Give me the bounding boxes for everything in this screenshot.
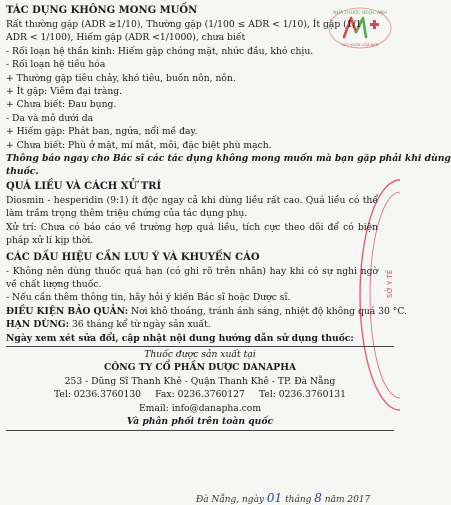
overdose-paragraph: Diosmin - hesperidin (9:1) ít độc ngay cả khi dùng liều rất cao. Quá liều có thể làm trầm trọng thêm triệu chứng của tác dụng phụ. [6,195,378,220]
tel-1: Tel: 0236.3760130 [54,389,142,401]
signature-date-line: Đà Nẵng, ngày 01 tháng 8 năm 2017 [196,491,371,505]
storage-text: Nơi khô thoáng, tránh ánh sáng, nhiệt độ không quá 30 °C. [128,305,407,317]
adverse-line: + Thường gặp tiêu chảy, khó tiêu, buồn nôn, nôn. [6,72,236,84]
distribution-note: Và phân phối trên toàn quốc [126,416,274,428]
stamp-text: SỞ Y TẾ [386,269,394,298]
email: Email: info@danapha.com [138,402,262,414]
adverse-line: ADR < 1/100), Hiếm gặp (ADR <1/1000), chưa biết [6,32,246,44]
storage-line [6,305,407,318]
handwritten-month: 8 [314,491,322,505]
fax: Fax: 0236.3760127 [155,389,245,401]
overdose-treatment: Xử trí: Chưa có báo cáo về trường hợp quá liều, tích cực theo dõi để có biện pháp xử lí kịp thời. [6,221,378,247]
storage-label: ĐIỀU KIỆN BẢO QUẢN: [6,305,129,317]
manufacturer-footer [54,348,346,428]
logo-top-text: NHÀ THUỐC NGỌC ANH [333,11,387,16]
handwritten-day: 01 [266,491,283,505]
footer-divider [6,346,394,347]
adverse-warning: Thông báo ngay cho Bác sĩ các tác dụng không mong muốn mà bạn gặp phải khi dùng [6,153,451,165]
made-by: Thuốc được sản xuất tại [144,349,256,361]
contact-row [54,388,346,401]
adverse-warning-end: thuốc. [6,166,39,178]
document-body [6,180,407,432]
adverse-line: Rất thường gặp (ADR ≥1/10), Thường gặp (1/100 ≤ ADR < 1/10), Ít gặp (1/1 [6,19,362,30]
adverse-line: + Ít gặp: Viêm đại tràng. [6,86,123,98]
adverse-line: - Rối loạn hệ thần kinh: Hiếm gặp chóng mặt, nhức đầu, khó chịu. [6,45,314,57]
company-name: CÔNG TY CỔ PHẦN DƯỢC DANAPHA [103,362,296,374]
adverse-line: + Chưa biết: Đau bụng. [6,99,117,111]
warnings-heading: CÁC DẤU HIỆU CẦN LƯU Ý VÀ KHUYẾN CÁO [6,251,260,263]
tel-2: Tel: 0236.3760131 [258,389,346,401]
expiry-line [6,318,378,331]
company-address: 253 - Dũng Sĩ Thanh Khê - Quận Thanh Khê - TP. Đà Nẵng [64,375,336,387]
adverse-line: + Chưa biết: Phù ở mặt, mí mắt, môi, đặc biệt phù mạch. [6,139,272,151]
overdose-heading: QUÁ LIỀU VÀ CÁCH XỬ TRÍ [6,181,162,192]
warnings-paragraph: - Không nên dùng thuốc quá hạn (có ghi rõ trên nhãn) hay khi có sự nghi ngờ về chất lượng thuốc. [6,265,378,291]
adverse-heading: TÁC DỤNG KHÔNG MONG MUỐN [6,5,198,16]
adverse-line: - Rối loạn hệ tiêu hóa [6,59,106,71]
footer-bottom-divider [6,430,394,431]
logo-bottom-text: SỨC KHỎE CỦA BẠN [341,43,379,47]
revision-notice: Ngày xem xét sửa đổi, cập nhật nội dung hướng dẫn sử dụng thuốc: [6,332,354,344]
adverse-line: - Da và mô dưới da [6,112,94,124]
warnings-paragraph: - Nếu cần thêm thông tin, hãy hỏi ý kiến Bác sĩ hoặc Dược sĩ. [6,292,291,304]
expiry-text: 36 tháng kể từ ngày sản xuất. [69,319,211,331]
adverse-line: + Hiếm gặp: Phát ban, ngứa, nổi mề đay. [6,126,198,138]
expiry-label: HẠN DÙNG: [6,319,70,331]
